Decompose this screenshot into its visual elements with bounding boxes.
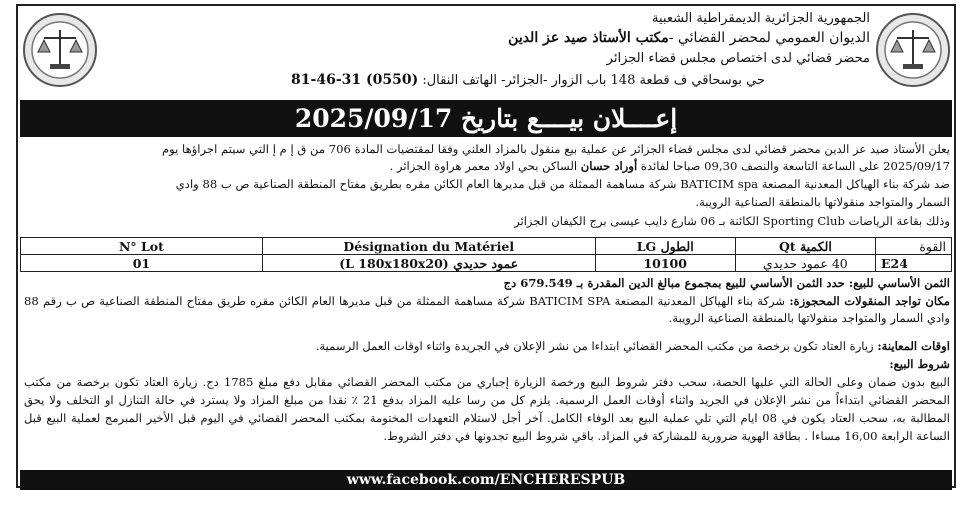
scales-of-justice-seal-left-icon (22, 12, 98, 88)
table-header-row (21, 238, 952, 255)
location-section (24, 293, 950, 327)
cell-lot: 01 (21, 255, 263, 272)
inspection-text: زيارة العتاد تكون برخصة من مكتب المحضر القضائي ابتداءا من نشر الإعلان في الجريدة واثناء اوقات العمل الرسمية. (315, 339, 874, 353)
base-price: الثمن الأساسي للبيع: حدد الثمن الأساسي للبيع بمجموع مبالغ الدين المقدرة بـ 679.549 دج (503, 276, 950, 290)
lots-table (20, 237, 952, 272)
col-force-header: القوة (875, 238, 951, 255)
facebook-url: www.facebook.com/ENCHERESPUB (20, 470, 952, 490)
location-title: مكان تواجد المنقولات المحجوزة: (789, 294, 950, 308)
intro-line-1: يعلن الأستاذ صيد عز الدين محضر قضائي لدى مجلس قضاء الجزائر عن عملية بيع منقول بالمزاد العلني وفقا لمقتضيات المادة 706 من ق إ م إ التي سيتم اجراؤها يوم (161, 142, 950, 156)
intro-line-3: ضد شركة بناء الهياكل المعدنية المصنعة BATICIM spa شركة مساهمة الممثلة من قبل مديرها العام الكائن مقره بطريق مفتاح المنطقة الصناعية ص ب 88 وادي (175, 177, 950, 191)
location-text: شركة بناء الهياكل المعدنية المصنعة BATICIM SPA شركة مساهمة الممثلة من قبل مديرها العام الكائن مقره طريق مفتاح المنطقة الصناعية ص ب رقم 88 وادي السمار والمتواجد منقولاتها بالمنطقة الصناعية الرويبة. (24, 294, 950, 325)
conditions-title: شروط البيع: (889, 357, 950, 371)
table-row (21, 255, 952, 272)
scales-of-justice-seal-right-icon (875, 12, 951, 88)
inspection-section (24, 338, 950, 354)
office-line (100, 30, 870, 47)
inspection-title: اوقات المعاينة: (877, 339, 950, 353)
cell-qt: 40 عمود حديدي (735, 255, 875, 272)
cell-force: E24 (875, 255, 951, 272)
jurisdiction-line: محضر قضائي لدى اختصاص مجلس قضاء الجزائر (606, 51, 870, 66)
address-text: حي بوسحاقي ف قطعة 148 باب الزوار -الجزائر- الهاتف النقال: (422, 73, 765, 88)
col-lot-header: N° Lot (21, 238, 263, 255)
phone-number: 81-46-31 (0550) (291, 72, 419, 88)
col-designation-header: Désignation du Matériel (262, 238, 595, 255)
col-qt-header: Qt الكمية (735, 238, 875, 255)
office-name: مكتب الأستاذ صيد عز الدين (508, 30, 669, 46)
cell-designation: عمود حديدي (L 180x180x20) (262, 255, 595, 272)
republic-title: الجمهورية الجزائرية الديمقراطية الشعبية (652, 11, 870, 26)
intro-line-2-start: 2025/09/17 على الساعة التاسعة والنصف 09,30 صباحا لفائدة (640, 159, 950, 173)
cell-lg: 10100 (595, 255, 735, 272)
intro-line-5: وذلك بقاعة الرياضات Sporting Club الكائنة بـ 06 شارع دايب عيسى برج الكيفان الجزائر (514, 214, 950, 228)
intro-line-4: السمار والمتواجد منقولاتها بالمنطقة الصناعية الرويبة. (695, 195, 950, 209)
beneficiary-name: أوراد حسان (580, 159, 638, 173)
office-prefix: الديوان العمومي لمحضر القضائي - (668, 30, 870, 46)
col-lg-header: LG الطول (595, 238, 735, 255)
conditions-text: البيع بدون ضمان وعلى الحالة التي عليها الحصة، سحب دفتر شروط البيع ورخصة الزيارة إجباري من مكتب المحضر القضائي مقابل دفع مبلغ 1785 دج. زيارة العتاد تكون برخصة من مكتب المحضر القضائي ابتداءاً من نشر الإعلان في الجريد واثناء أوقات العمل الرسمية. يلزم كل من رسا عليه المزاد بدفع 21 ٪ نقدا من مبلغ المزاد ولا يسترد في حالة التنازل او التخلف ولا يحق المطالبة به، سحب العتاد يكون في 08 ايام التي تلي عملية البيع بعد الوفاء الكامل. آخر أجل لاستلام التعهدات المختومة بمكتب المحضر القضائي في اليوم قبل الأخير المبرمج لعملية البيع قبل الساعة الرابعة 16,00 مساءا . بطاقة الهوية ضرورية للمشاركة في المزاد. باقي شروط البيع تجدونها في دفتر الشروط. (24, 375, 950, 443)
address-line (195, 72, 765, 89)
intro-line-2-end: الساكن بحي اولاد معمر هراوة الجزائر . (389, 159, 578, 173)
intro-line-2 (24, 158, 950, 174)
sale-date-banner: إعــــلان بيــــع بتاريخ 2025/09/17 (20, 100, 952, 137)
